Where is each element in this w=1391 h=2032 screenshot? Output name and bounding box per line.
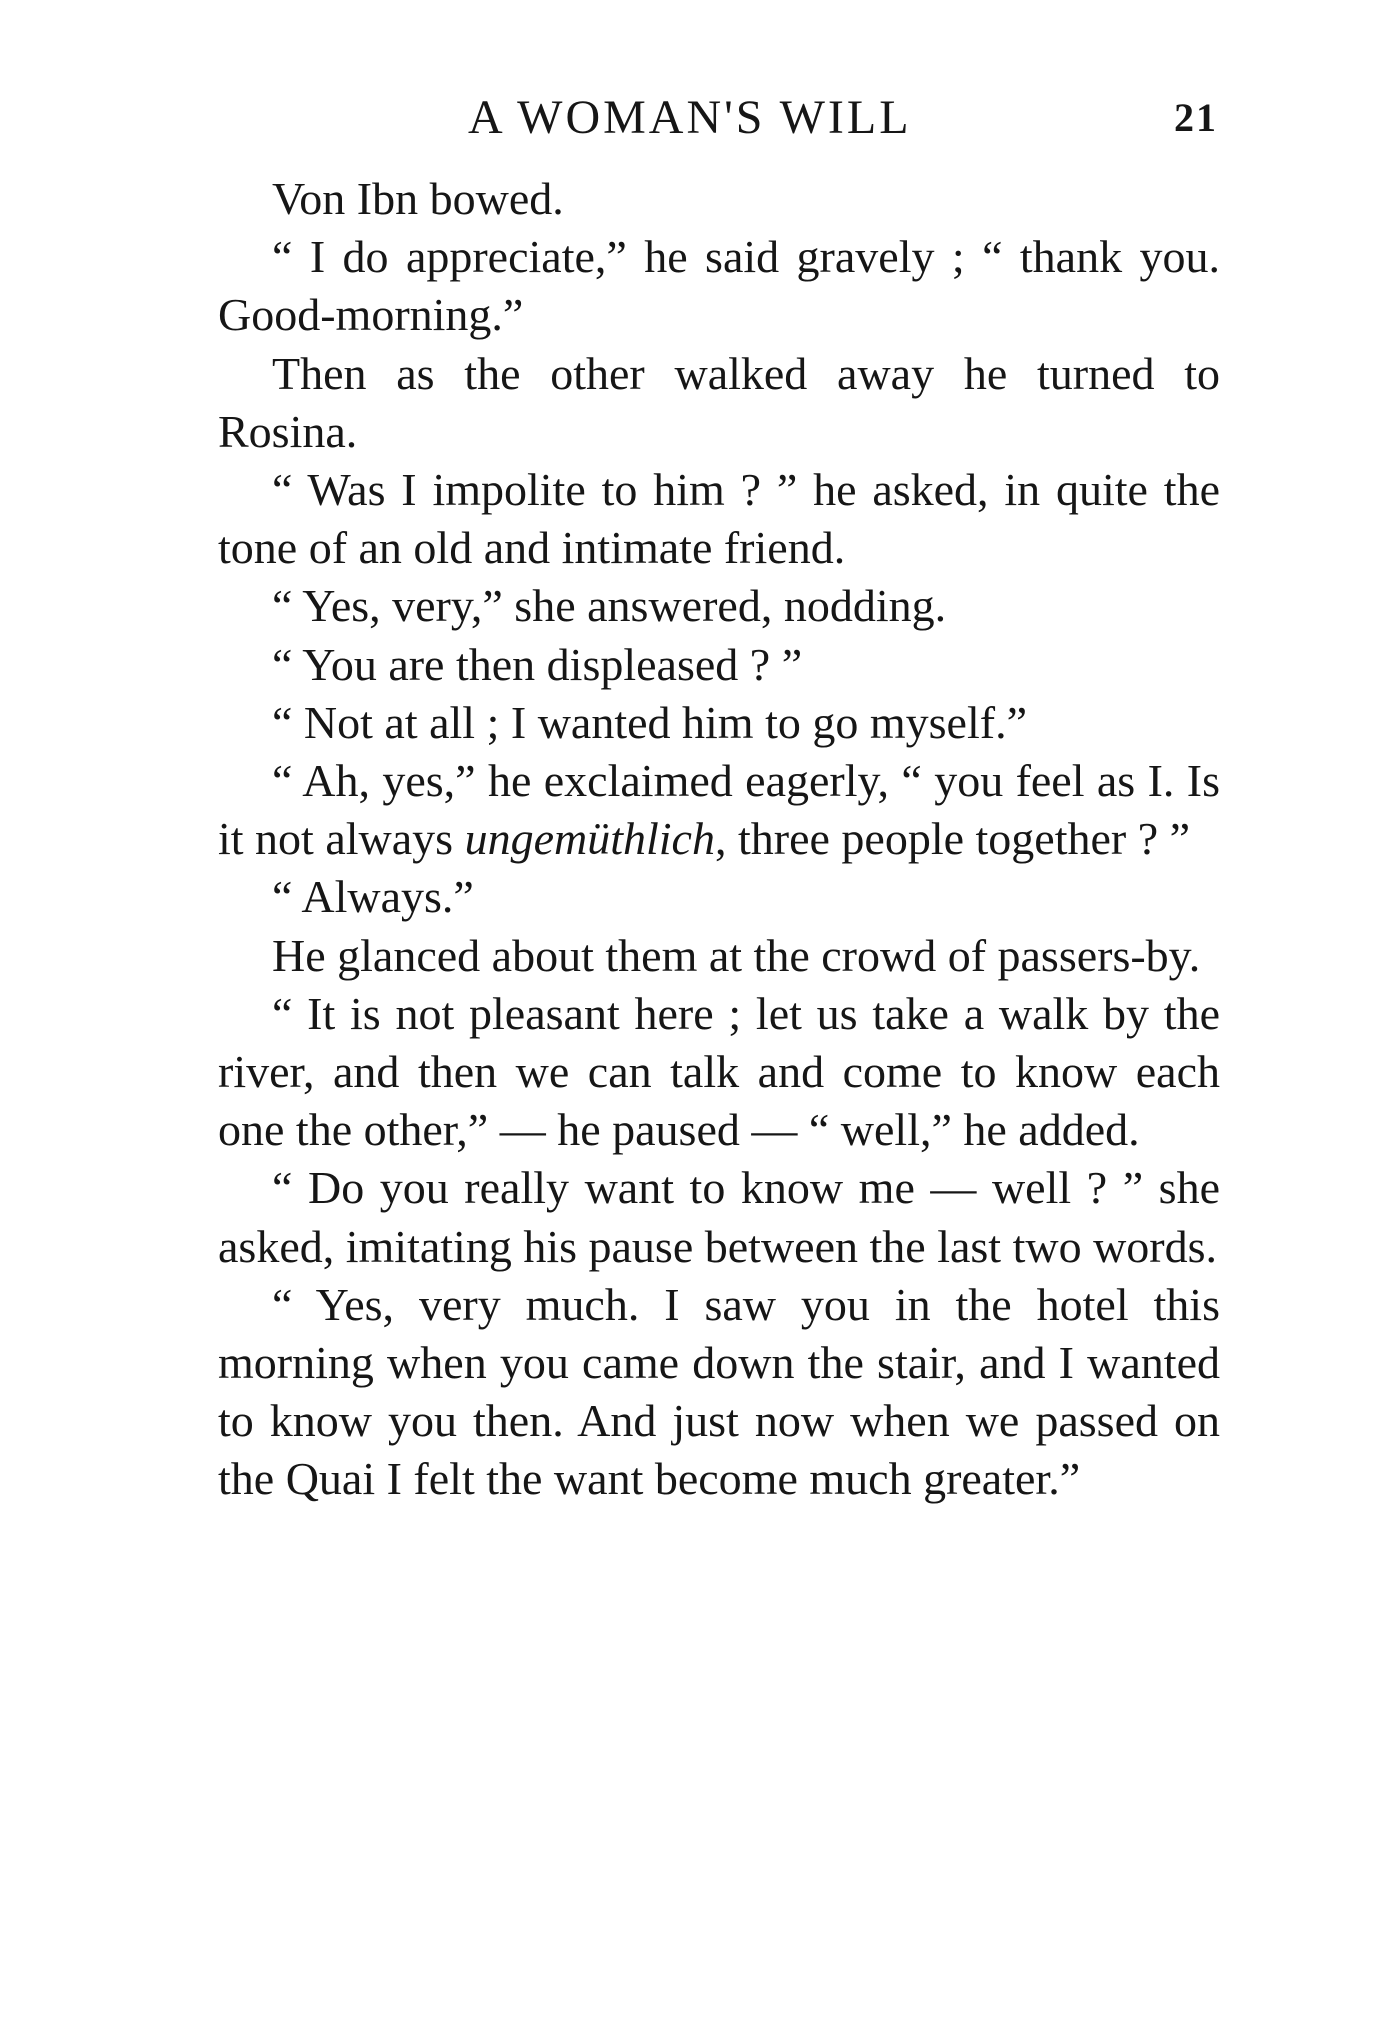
paragraph: “ You are then displeased ? ”: [272, 638, 803, 690]
paragraph: “ It is not pleasant here ; let us take a walk by the river, and then we can talk and come to know each one the other,” — he paused — “ well,” he added.: [218, 987, 1220, 1156]
paragraph: Then as the other walked away he turned to Rosina.: [218, 347, 1220, 457]
running-title: A WOMAN'S WILL: [468, 91, 912, 144]
paragraph: “ Yes, very much. I saw you in the hotel this morning when you came down the stair, and I wanted to know you then. And just now when we passed on the Quai I felt the want become much greater.”: [218, 1278, 1220, 1505]
paragraph: “ Do you really want to know me — well ? ” she asked, imitating his pause between the last two words.: [218, 1162, 1220, 1272]
paragraph-text: , three people together ? ”: [714, 813, 1191, 865]
running-head: [218, 88, 1218, 148]
paragraph: “ Not at all ; I wanted him to go myself.”: [272, 696, 1027, 748]
page-number: 21: [1174, 95, 1218, 140]
paragraph: “ Yes, very,” she answered, nodding.: [272, 580, 947, 632]
paragraph: He glanced about them at the crowd of passers-by.: [272, 929, 1201, 981]
paragraph: “ I do appreciate,” he said gravely ; “ thank you. Good-morning.”: [218, 231, 1220, 341]
paragraph: [218, 752, 1220, 868]
paragraph: “ Was I impolite to him ? ” he asked, in quite the tone of an old and intimate friend.: [218, 464, 1220, 574]
paragraph: Von Ibn bowed.: [272, 173, 564, 224]
paragraph: “ Always.”: [272, 871, 474, 923]
body-text: [218, 170, 1220, 1509]
paragraph-text: “ Ah, yes,” he exclaimed eagerly, “ you feel as I. Is it not always: [218, 755, 1220, 865]
foreign-word: ungemüthlich: [464, 813, 715, 865]
